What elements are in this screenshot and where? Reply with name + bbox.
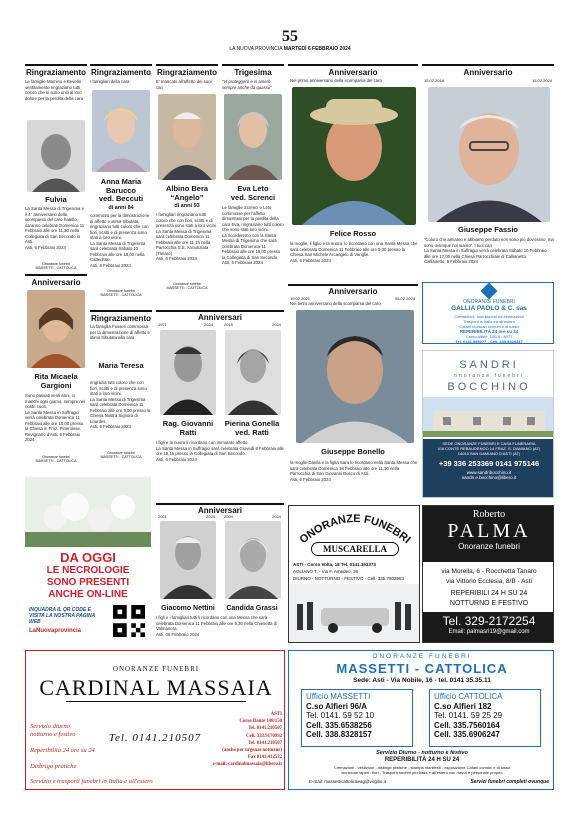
- ad-line: Cofani mortuari comuni e di lusso: [459, 324, 519, 329]
- year-label: 2004: [224, 514, 233, 519]
- year-label: 2024: [204, 322, 213, 327]
- date-label: 15.02.2018: [424, 78, 445, 83]
- portrait-photo: [27, 290, 85, 368]
- ad-line: REPERIBILI 24 H SU 24: [450, 590, 528, 597]
- ad-line: NOTTURNO E FESTIVO: [449, 600, 529, 607]
- contact-line: e-mail: cardinalmassaia@libero.it: [212, 762, 282, 768]
- ad-line: VIA CONTE REBAUDENGO 14 FRAZ. S. DAMIANO (AT): [437, 446, 541, 451]
- funeral-home-signature: Onoranze funebri MASSETTI - CATTOLICA: [35, 455, 77, 464]
- issue-date: MARTEDÌ 6 FEBBRAIO 2024: [283, 46, 351, 52]
- ad-line: via Vittorio Ecclesia, 8/B - Asti: [446, 578, 532, 585]
- arc-title-text: ONORANZE FUNEBRI: [297, 512, 413, 547]
- deceased-name: Felice Rosso: [329, 229, 377, 238]
- notice-intro: E' mancato all'affetto dei suoi cari: [156, 79, 212, 90]
- email-link[interactable]: Email: palmasrl19@gmail.com: [448, 629, 530, 635]
- contact-line: Cell. 333.9170992: [246, 733, 282, 739]
- deceased-name: Rag. Giovanni Ratti: [162, 419, 214, 437]
- ad-line: DIURNO - NOTTURNO - FESTIVO - Cell. 335.7803953: [293, 576, 405, 581]
- date-label: 19.02.2021: [290, 296, 311, 301]
- heading-trigesima: Trigesima: [234, 68, 272, 77]
- notice-body: Le famiglie Screnci e Leto commosse per l'affetto dimostrato per la perdita della cara Eva, ringraziano tutti coloro che sono stati loro vicini. La ricorderemo con la Santa Messa di Trigesima che sarà celebrata Domenica 11 Febbraio alle ore 18,00 presso la Collegiata di San Secondo. Asti, 6 Febbraio 2024: [222, 205, 284, 265]
- notice-body: Sono passati venti anni, ci manchi ogni giorno, sempre nei nostri cuori. La Santa Messa in Suffragio verrà celebrata Domenica 11 Febbraio alle ore 10,00 presso la Chiesa in Froz. Pinerolese, Revignano d'Asti, 6 Febbraio 2024: [25, 393, 85, 442]
- service-line: Servizio diurno: [30, 723, 70, 730]
- ad-name: MASSETTI - CATTOLICA: [336, 661, 508, 676]
- date-label: 05.02.2024: [395, 296, 416, 301]
- ad-name: SANDRI: [459, 359, 519, 371]
- ad-line: 14015 SAN DAMIANO D'ASTI (AT): [457, 451, 521, 456]
- gallia-funeral-ad: [422, 282, 554, 344]
- notice-body: la moglie Danila e la figlia Sara lo ricordano nella Santa Messa che sarà celebrata Domenica 18 Febbraio alle ore 11,30 nella Parrocchia di San Giovanni Bosco di Asti. Asti, 6 Febbraio 2024: [290, 460, 418, 482]
- notice-body: I famigliari ringraziano tutti coloro che con fiori, scritti e di presenza sono stati a loro vicini. La Santa Messa di Trigesima sarà celebrata Domenica 11 Febbraio alle ore 11,15 nella Parrocchia S.S. Annunziata (Tanaro). Asti, 6 Febbraio 2024: [156, 212, 218, 261]
- ad-line: Trasporti in Italia ed all'estero: [463, 319, 515, 324]
- service-line: Reperibilità 24 ore su 24: [30, 747, 95, 754]
- funeral-home-signature: Onoranze funebri MASSETTI - CATTOLICA: [100, 451, 142, 460]
- ad-top-label: ONORANZE FUNEBRI: [112, 665, 200, 673]
- heading-ringraziamento: Ringraziamento: [90, 68, 151, 77]
- contact-block: [202, 711, 282, 769]
- palma-funeral-ad: [422, 505, 554, 643]
- phone-number[interactable]: Tel. 0141.210507: [108, 732, 202, 744]
- contact-line: (anche per urgenze notturne): [222, 748, 282, 754]
- ad-headline: DA OGGI: [60, 550, 116, 565]
- heading-anniversario: Anniversario: [463, 68, 513, 77]
- logo-underline: [66, 701, 246, 702]
- portrait-photo: [292, 87, 416, 225]
- contact-line: Fax 0141.412532: [247, 755, 282, 761]
- notice-intro: La famiglia Fusseri commossa per la dimostrazione di affetto e stima tributata alla cara: [90, 324, 150, 340]
- portrait-photo: [27, 120, 85, 192]
- heading-anniversari: Anniversari: [197, 506, 243, 515]
- heading-anniversari: Anniversari: [197, 313, 243, 322]
- portrait-photo: [92, 90, 150, 172]
- service-line: Servizio e trasporti funebri in Italia e all'estero: [30, 778, 153, 785]
- notice-quote: “Vi proteggerò e vi amerò sempre anche da quassù”: [222, 79, 272, 90]
- service-line: iscrizione lapidi - fiori - Trasporti funebri per Italia e all'estero con mezzi e personale proprio: [341, 770, 503, 775]
- service-line: Servizio Diurno - notturno e festivo: [376, 750, 468, 756]
- email-link[interactable]: sandri.e.bocchino@libero.it: [461, 475, 517, 480]
- deceased-name: Pierina Gonella ved. Ratti: [224, 419, 280, 437]
- phone-number[interactable]: Cell. 338.8328157: [306, 730, 372, 739]
- building-image: [423, 397, 554, 437]
- deceased-name: Giuseppe Bonello: [321, 447, 385, 456]
- notice-intro: Nel primo anniversario della scomparsa del caro: [290, 78, 382, 83]
- address-block: [423, 439, 554, 498]
- date-label: 15.02.2024: [532, 78, 553, 83]
- ad-line: SEDE ONORANZE FUNEBRI E CASA FUNERARIA: [442, 441, 536, 446]
- notice-body: ringrazia tutti coloro che con fiori, scritti e di presenza sono stati a loro vicini. La Santa Messa di Trigesima sarà celebrata Domenica 11 Febbraio alle ore 9,00 presso la Chiesa Nostra Signora di Lourdes. Asti, 6 Febbraio 2024: [90, 380, 151, 429]
- ad-top-label: ONORANZE FUNEBRI: [463, 299, 515, 305]
- notice-body: la moglie, il figlio e la nuora, lo ricordano con una Santa Messa che sarà celebrata Domenica 11 Febbraio alle ore 9,00 presso la Chiesa San Michele Arcangelo di Variglie. Asti, 6 Febbraio 2024: [290, 241, 418, 263]
- page-subtitle: [0, 46, 580, 52]
- ad-name: PALMA: [447, 520, 531, 542]
- office-address: C.so Alfieri 96/A: [306, 701, 368, 711]
- service-line: REPERIBILITÀ 24 H SU 24: [384, 757, 460, 763]
- deceased-name: Candida Grassi: [226, 605, 278, 612]
- portrait-photo: [428, 87, 550, 222]
- portrait-photo: [296, 310, 414, 443]
- notice-intro: I famigliari della cara: [90, 79, 130, 84]
- year-label: 2021: [158, 514, 167, 519]
- ad-headquarters: Sede: Asti - Via Nobile, 16 - tel. 0141 35.35.11: [353, 677, 491, 684]
- heading-anniversario: Anniversario: [31, 278, 81, 287]
- logo-icon: [481, 283, 498, 300]
- phone-number[interactable]: +39 336 253369: [438, 459, 494, 468]
- deceased-name: Anna Maria Barucco ved. Beccuti: [98, 177, 144, 203]
- notice-body: La Santa Messa di Trigesima e il 4° anniversario della scomparsa del caro fratello, saranno celebrati Domenica 11 Febbraio alle ore 11,30 nella Collegiata di San Secondo in Asti. Asti, 6 Febbraio 2024: [25, 206, 85, 250]
- phone-number[interactable]: Cell. 335.7560164: [434, 720, 500, 730]
- ad-subtitle: Onoranze funebri: [458, 542, 520, 551]
- year-label: 2024: [272, 514, 281, 519]
- portrait-photo: [225, 521, 281, 599]
- ad-top-label: ONORANZE FUNEBRI: [372, 653, 472, 660]
- ad-headline: SONO PRESENTI: [46, 577, 130, 588]
- ad-name: BOCCHINO: [447, 381, 531, 393]
- ad-name: GALLIA PAOLO & C. sas: [451, 305, 527, 312]
- ad-headline: ANCHE ON-LINE: [48, 589, 128, 600]
- muscarella-funeral-ad: [288, 505, 420, 643]
- notice-intro: Nel terzo anniversario della scomparsa del caro: [290, 301, 381, 306]
- sandri-bocchino-ad: [422, 350, 554, 498]
- ad-line: via Morella, 6 - Rocchetta Tanaro: [441, 568, 537, 575]
- deceased-name: Albino Bera “Angelo”: [165, 184, 209, 202]
- year-label: 2015: [224, 322, 233, 327]
- email-link[interactable]: E-mail: massetticattolicaeag@virgilio.it: [309, 779, 386, 784]
- phone-number[interactable]: Cell. 335.6906247: [434, 730, 500, 739]
- contact-line: Tel. 0141.210507: [248, 740, 282, 746]
- service-line: Disbrigo pratiche: [30, 763, 77, 770]
- heading-anniversario: Anniversario: [328, 68, 378, 77]
- ad-line: REPERIBILITÀ 24 ore su 24: [459, 329, 519, 334]
- newspaper-name: LA NUOVA PROVINCIA: [229, 46, 283, 52]
- contact-line: Tel. 0141.210507: [248, 726, 282, 732]
- notice-body: commossi per la dimostrazione di affetto e stima tributata, ringraziano tutti coloro che con fiori, scritti e di presenza sono stati a loro vicini. La Santa Messa di Trigesima sarà celebrata Sabato 10 Febbraio alle ore 18,00 nella Cattedrale. Asti, 6 Febbraio 2024: [90, 213, 150, 268]
- year-label: 1971: [158, 322, 167, 327]
- ad-header: [423, 506, 554, 562]
- contact-line: ASTI: [270, 712, 282, 717]
- heading-ringraziamento: Ringraziamento: [90, 314, 151, 323]
- deceased-name: Maria Teresa: [98, 361, 144, 370]
- office-address: C.so Alfieri 182: [434, 701, 492, 711]
- phone-number[interactable]: Tel. 329-2172254: [442, 614, 536, 628]
- hearse-image: [289, 584, 420, 642]
- ad-line: Corso Alfieri, 130/A - ASTI: [465, 334, 513, 339]
- ad-subtitle: onoranze funebri: [454, 373, 524, 379]
- deceased-name: Giacomo Nettini: [161, 605, 215, 612]
- ad-headline: LE NECROLOGIE: [46, 565, 130, 576]
- funeral-home-signature: Onoranze funebri MASSETTI - CATTOLICA: [166, 282, 208, 291]
- portrait-photo: [160, 521, 216, 599]
- portrait-photo: [160, 330, 216, 415]
- ad-cta: INQUADRA IL QR CODE E VISITA LA NOSTRA PAGINA WEB: [29, 607, 96, 625]
- year-label: 2024: [206, 514, 215, 519]
- heading-anniversario: Anniversario: [328, 287, 378, 296]
- qr-code[interactable]: [113, 605, 145, 637]
- online-necrologie-ad: [25, 477, 151, 642]
- portrait-photo: [225, 330, 281, 415]
- cardinal-massaia-ad: [25, 650, 285, 790]
- phone-number[interactable]: Tel. 0141. 59 52 10: [306, 711, 375, 720]
- ad-line: AGLIANO T. - Via F. Amedeo, 36: [293, 569, 359, 574]
- ad-footer: [423, 612, 554, 643]
- funeral-home-signature: Onoranze funebri MASSETTI - CATTOLICA: [100, 289, 142, 298]
- service-line: Servizi funebri completi ovunque: [470, 779, 549, 785]
- phone-number[interactable]: 0141 975146: [495, 459, 540, 468]
- ad-line: Cremazioni, tumulazioni ed esumazioni: [454, 314, 524, 319]
- ad-line: Tel. 0141.595077 - Cell. 335.5329347: [455, 339, 523, 344]
- deceased-name: Giuseppe Fassio: [457, 225, 519, 234]
- notice-intro: Le famiglie Mamino e Bevello sentitamente ringraziano tutti coloro che si sono uniti al loro dolore per la perdita della cara: [25, 79, 84, 101]
- ad-name: CARDINAL MASSAIA: [39, 675, 273, 700]
- brand-logo: LaNuovaprovincia: [29, 628, 82, 634]
- deceased-name: Fulvia: [45, 195, 67, 204]
- phone-number[interactable]: Tel. 0141. 59 25 29: [434, 711, 503, 720]
- office-cattolica: [429, 689, 541, 747]
- ad-line: ASTI - Corso Volta, 18 Tel. 0141.353373: [293, 562, 376, 567]
- phone-number[interactable]: Cell. 335.6538256: [306, 720, 372, 730]
- deceased-age: di anni 93: [174, 203, 200, 209]
- massetti-cattolica-ad: [288, 650, 554, 790]
- page-number: 55: [282, 28, 298, 45]
- portrait-photo: [158, 94, 216, 180]
- year-label: 2024: [272, 322, 281, 327]
- heading-ringraziamento: Ringraziamento: [156, 68, 217, 77]
- office-massetti: [301, 689, 413, 747]
- ad-name: MUSCARELLA: [311, 542, 399, 556]
- service-line: notturno e festivo: [30, 731, 76, 738]
- funeral-home-signature: Onoranze funebri MASSETTI - CATTOLICA: [35, 262, 77, 271]
- deceased-name: Eva Leto ved. Screnci: [230, 184, 276, 202]
- ad-first-name: Roberto: [472, 509, 506, 520]
- deceased-name: Rita Micaela Gargioni: [34, 372, 78, 390]
- office-title: Ufficio MASSETTI: [306, 692, 371, 701]
- heading-ringraziamento: Ringraziamento: [25, 68, 86, 77]
- flowers-image: [25, 477, 151, 547]
- website-link[interactable]: www.sandribocchino.it: [466, 470, 512, 475]
- portrait-photo: [224, 94, 282, 180]
- office-title: Ufficio CATTOLICA: [434, 692, 503, 701]
- contact-line: Corso Dante 148/150: [239, 719, 282, 725]
- notice-body: I figli e i famigliari tutti li ricordano con una Messa che sarà celebrata Domenica 11 Febbraio alle ore 9,30 nella Chiesetta di Valmanera. Asti, 06 Febbraio 2024: [156, 615, 278, 637]
- service-line: Cremazioni - vestizioni - disbrigo pratiche - stampa manifesti - esposizione Cofani comuni e di lusso: [333, 765, 511, 770]
- notice-body: “Coloro che amiamo e abbiamo perduto non sono più dov'erano, ma sono ovunque noi siamo”. I tuoi cari La Santa Messa in Suffragio verrà celebrata Sabato 10 Febbraio alle ore 17,00 nella Chiesa Parrocchiale di Callianetto. Callianetto, 6 Febbraio 2024: [424, 237, 554, 264]
- deceased-age: di anni 84: [108, 205, 134, 211]
- notice-body: I figli e la nuora li ricordano con immutato affetto. La Santa Messa in Suffragio sarà celebrata Giovedì 8 Febbraio alle ore 18,15 presso la Collegiata di San Secondo. Asti, 6 Febbraio 2024: [156, 440, 284, 462]
